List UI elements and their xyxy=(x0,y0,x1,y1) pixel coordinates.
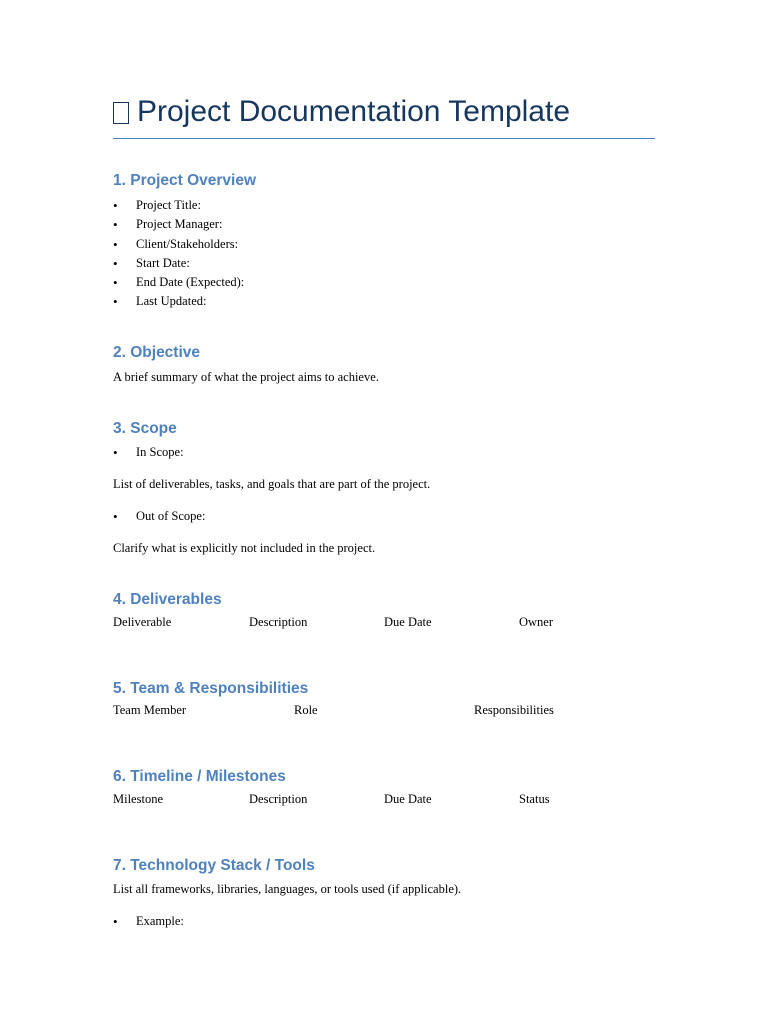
tech-text: List all frameworks, libraries, languages, or tools used (if applicable). xyxy=(113,882,462,896)
bullet-icon: • xyxy=(113,294,118,310)
bullet-icon: • xyxy=(113,217,118,233)
bullet-icon: • xyxy=(113,198,118,213)
list-item xyxy=(113,507,205,526)
list-item-label: Last Updated: xyxy=(136,294,207,309)
column-header: Responsibilities xyxy=(474,703,554,717)
objective-text: A brief summary of what the project aims to achieve. xyxy=(113,370,379,384)
column-header: Description xyxy=(249,615,308,629)
column-header: Status xyxy=(519,792,550,806)
bullet-icon: • xyxy=(113,509,118,524)
bullet-icon: • xyxy=(113,275,118,291)
column-header: Deliverable xyxy=(113,615,172,629)
list-item-label: Start Date: xyxy=(136,255,190,270)
out-scope-list xyxy=(113,507,205,526)
list-item xyxy=(113,912,184,931)
bullet-icon: • xyxy=(113,236,118,252)
heading-objective: 2. Objective xyxy=(113,344,201,361)
tech-example-list xyxy=(113,912,184,931)
column-header: Due Date xyxy=(384,615,432,629)
heading-technology-stack: 7. Technology Stack / Tools xyxy=(113,857,315,874)
title-row xyxy=(113,94,655,139)
list-item xyxy=(113,196,244,215)
column-header: Owner xyxy=(519,615,554,629)
list-item xyxy=(113,215,244,234)
list-item xyxy=(113,254,244,273)
heading-team-responsibilities: 5. Team & Responsibilities xyxy=(113,680,309,697)
list-item-label: Project Manager: xyxy=(136,217,223,232)
list-item xyxy=(113,292,244,311)
column-header: Milestone xyxy=(113,792,163,806)
column-header: Description xyxy=(249,792,308,806)
document-icon xyxy=(113,102,129,124)
bullet-icon: • xyxy=(113,255,118,271)
bullet-icon: • xyxy=(113,914,118,929)
list-item xyxy=(113,273,244,292)
column-header: Due Date xyxy=(384,792,432,806)
bullet-icon: • xyxy=(113,445,118,460)
list-item-label: Out of Scope: xyxy=(136,509,206,523)
column-header: Team Member xyxy=(113,703,187,717)
overview-list xyxy=(113,196,244,312)
heading-project-overview: 1. Project Overview xyxy=(113,172,257,189)
list-item xyxy=(113,443,184,462)
in-scope-list xyxy=(113,443,184,462)
list-item xyxy=(113,235,244,254)
in-scope-text: List of deliverables, tasks, and goals that are part of the project. xyxy=(113,477,431,491)
column-header: Role xyxy=(294,703,318,717)
list-item-label: End Date (Expected): xyxy=(136,275,245,290)
list-item-label: Example: xyxy=(136,914,184,928)
out-scope-text: Clarify what is explicitly not included in the project. xyxy=(113,541,376,555)
list-item-label: In Scope: xyxy=(136,445,184,459)
heading-timeline-milestones: 6. Timeline / Milestones xyxy=(113,768,286,785)
heading-deliverables: 4. Deliverables xyxy=(113,591,222,608)
page-title: Project Documentation Template xyxy=(137,95,571,128)
list-item-label: Client/Stakeholders: xyxy=(136,236,239,251)
list-item-label: Project Title: xyxy=(136,198,201,212)
heading-scope: 3. Scope xyxy=(113,420,177,437)
